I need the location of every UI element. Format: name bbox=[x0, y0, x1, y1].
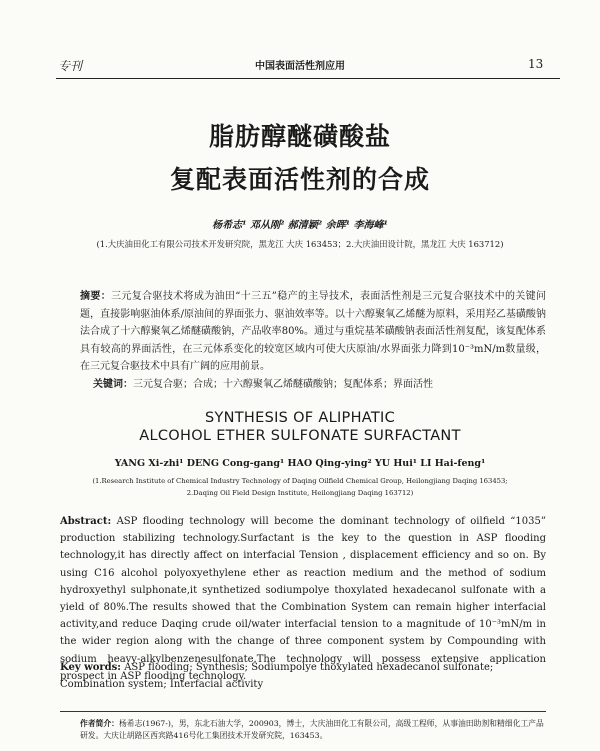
abstract-cn-label: 摘要： bbox=[80, 291, 112, 302]
keywords-cn-text: 三元复合驱；合成；十六醇聚氧乙烯醚磺酸钠；复配体系；界面活性 bbox=[133, 379, 433, 390]
title-en-line1: SYNTHESIS OF ALIPHATIC bbox=[204, 410, 396, 426]
page-number: 13 bbox=[528, 57, 544, 71]
keywords-cn bbox=[93, 375, 433, 390]
keywords-en-text: ASP flooding; Synthesis; Sodiumpolye thoxylated hexadecanol sulfonate; Combination system; Interfacial activity bbox=[60, 662, 494, 691]
affiliations-en-line1: (1.Research Institute of Chemical Industry Technology of Daqing Oilfield Chemical Group, Heilongjiang Daqing 163453; bbox=[92, 477, 508, 485]
title-en-line2: ALCOHOL ETHER SULFONATE SURFACTANT bbox=[139, 428, 461, 444]
abstract-cn-text: 三元复合驱技术将成为油田“十三五”稳产的主导技术，表面活性剂是三元复合驱技术中的关键问题，直接影响驱油体系/原油间的界面张力、驱油效率等。以十六醇聚氧乙烯醚为原料，采用羟乙基磺酸钠法合成了十六醇聚氧乙烯醚磺酸钠，产品收率80%。通过与重烷基苯磺酸钠表面活性剂复配，该复配体系具有较高的界面活性，在三元体系变化的较宽区域内可使大庆原油/水界面张力降到10⁻³mN/m数量级，在三元复合驱技术中具有广阔的应用前景。 bbox=[80, 291, 547, 373]
abstract-cn bbox=[80, 288, 546, 376]
title-cn-line1: 脂肪醇醚磺酸盐 bbox=[208, 122, 391, 151]
author-note-text: 杨希志(1967-)，男，东北石油大学，200903，博士，大庆油田化工有限公司，高级工程师，从事油田助剂和精细化工产品研发。大庆让胡路区西宾路416号化工集团技术开发研究院，163453。 bbox=[80, 719, 544, 740]
abstract-en-label: Abstract: bbox=[60, 516, 112, 527]
affiliations-en-line2: 2.Daqing Oil Field Design Institute, Heilongjiang Daqing 163712) bbox=[186, 489, 414, 497]
author-note bbox=[80, 718, 546, 741]
authors-cn: 杨希志¹ 邓从刚² 郝清颖² 余晖¹ 李海峰¹ bbox=[212, 220, 388, 231]
title-cn-line2: 复配表面活性剂的合成 bbox=[169, 165, 430, 194]
affiliations-cn: (1.大庆油田化工有限公司技术开发研究院，黑龙江 大庆 163453；2.大庆油田设计院，黑龙江 大庆 163712) bbox=[96, 239, 504, 249]
abstract-en-text: ASP flooding technology will become the dominant technology of oilfield “1035” production stabilizing technology.Surfactant is the key to the question in ASP flooding technology,it has directly affect on interfacial Tension , displacement efficiency and so on. By using C16 alcohol polyoxyethylene ether as reaction medium and the method of sodium hydroxyethyl sulphonate,it synthetized sodiumpolye thoxylated hexadecanol sulfonate with a yield of 80%.The results showed that the Combination System can remain higher interfacial activity,and reduce Daqing crude oil/water interfacial tension to a magnitude of 10⁻³mN/m in the wider region along with the change of three component system by Compounding with sodium heavy-alkylbenzenesulfonate.The technology will possess extensive application prospect in ASP flooding technology. bbox=[60, 516, 546, 682]
journal-name: 中国表面活性剂应用 bbox=[255, 61, 345, 72]
keywords-en bbox=[60, 659, 546, 693]
keywords-cn-label: 关键词： bbox=[93, 379, 133, 390]
authors-en: YANG Xi-zhi¹ DENG Cong-gang¹ HAO Qing-ying² YU Hui¹ LI Hai-feng¹ bbox=[114, 458, 486, 469]
footnote-rule bbox=[60, 711, 546, 712]
journal-section: 专刊 bbox=[58, 59, 83, 73]
author-note-label: 作者简介： bbox=[80, 719, 119, 728]
header-rule bbox=[56, 78, 560, 79]
keywords-en-label: Key words: bbox=[60, 662, 121, 673]
affiliations-en bbox=[0, 475, 600, 499]
